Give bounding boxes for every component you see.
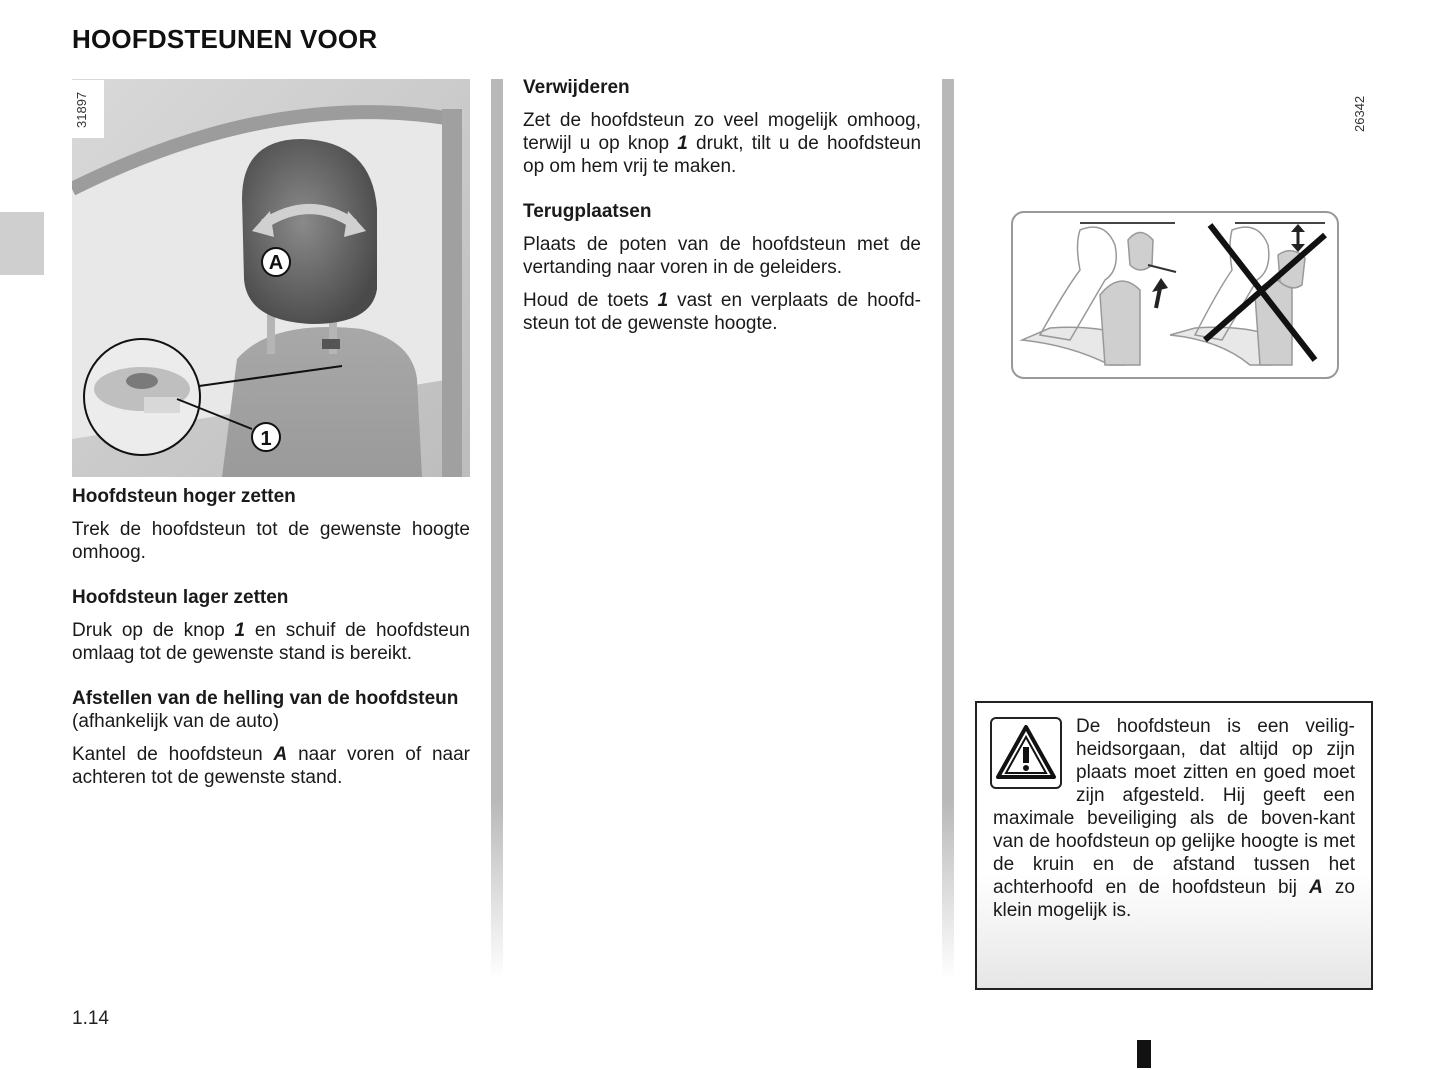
figure-id-left-text: 31897: [74, 91, 89, 128]
text-remove-em: 1: [677, 133, 688, 154]
text-remove-b: drukt, tilt u de hoofdsteun op om hem vrij te maken.: [523, 133, 922, 177]
text-refit-2em: 1: [657, 290, 669, 311]
text-remove-a: Zet de hoofdsteun zo veel mogelijk omhoog, terwijl u op knop: [523, 110, 921, 154]
left-column: [72, 485, 470, 811]
figure-id-right-text: 26342: [1352, 95, 1367, 132]
text-lower-a: Druk op de knop: [72, 620, 235, 641]
warning-text-a: De hoofdsteun is een veilig-heidsorgaan, dat altijd op zijn plaats moet zitten en goed moet zijn afgesteld. Hij geeft een maximale beveiliging als de boven-kant van de hoofdsteun op gelijke hoogte is met de kruin en de afstand tussen het achterhoofd en de hoofdsteun bij: [993, 716, 1355, 898]
section-raise: [72, 485, 470, 564]
text-lower-b: en schuif de hoofdsteun omlaag tot de gewenste stand is bereikt.: [72, 620, 471, 664]
column-divider-2: [942, 79, 954, 979]
page-number: 1.14: [72, 1008, 109, 1029]
heading-lower: Hoofdsteun lager zetten: [72, 587, 289, 608]
heading-raise: Hoofdsteun hoger zetten: [72, 486, 296, 507]
heading-refit: Terugplaatsen: [523, 201, 652, 222]
page-title: HOOFDSTEUNEN VOOR: [72, 24, 378, 54]
section-tab-marker: [0, 212, 44, 275]
text-refit-2a: Houd de toets: [523, 290, 658, 311]
page-end-marker: [1137, 1040, 1151, 1068]
text-tilt: [72, 743, 470, 789]
section-lower: [72, 586, 470, 665]
text-tilt-b: naar voren of naar achteren tot de gewenste stand.: [72, 744, 471, 788]
text-lower-em: 1: [234, 620, 246, 641]
warning-triangle-icon: [990, 717, 1062, 789]
warning-text-em: A: [1309, 877, 1323, 898]
section-refit: [523, 200, 921, 335]
warning-text-b: zo klein mogelijk is.: [993, 877, 1355, 921]
middle-column: [523, 76, 921, 357]
text-remove: [523, 109, 921, 178]
figure-id-left: [72, 80, 104, 138]
column-divider-1: [491, 79, 503, 979]
callout-a-label: A: [268, 252, 284, 274]
figure-id-right: [1350, 90, 1374, 140]
section-remove: [523, 76, 921, 178]
text-tilt-em: A: [273, 744, 288, 765]
callout-1-label: 1: [260, 428, 272, 450]
text-refit-1: Plaats de poten van de hoofdsteun met de vertanding naar voren in de geleiders.: [523, 234, 921, 278]
heading-remove: Verwijderen: [523, 77, 630, 98]
text-lower: [72, 619, 470, 665]
headrest-photo: [72, 79, 470, 477]
headrest-position-diagram: [1010, 210, 1340, 380]
warning-box: [975, 701, 1373, 990]
heading-tilt: Afstellen van de helling van de hoofdsteun: [72, 688, 459, 709]
section-tilt: [72, 687, 470, 789]
text-refit-2: [523, 289, 921, 335]
note-tilt: (afhankelijk van de auto): [72, 711, 280, 732]
text-refit-2b: vast en verplaats de hoofd-steun tot de gewenste hoogte.: [523, 290, 921, 334]
text-raise: Trek de hoofdsteun tot de gewenste hoogte omhoog.: [72, 519, 470, 563]
text-tilt-a: Kantel de hoofdsteun: [72, 744, 274, 765]
